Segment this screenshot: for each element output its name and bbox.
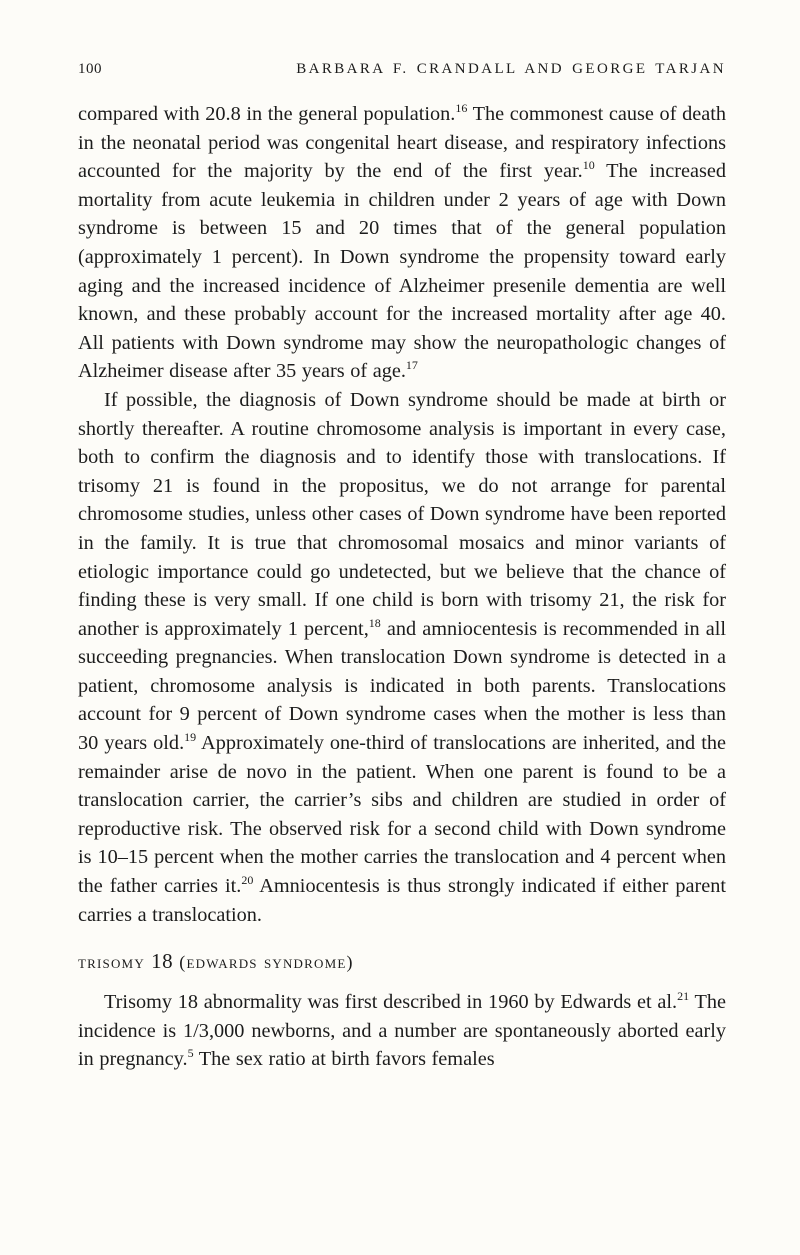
text-run: The incidence is 1/3,000 newborns, and a number are spontaneously aborted early in pregnancy. [78, 991, 726, 1071]
text-run: Approximately one-third of translocations are inherited, and the remainder arise de novo in the patient. When one parent is found to be a translocation carrier, the carrier’s sibs and children are studied in order of reproductive risk. The observed risk for a second child with Down syndrome is 10–15 percent when the mother carries the translocation and 4 percent when the father carries it. [78, 732, 726, 898]
text-run: and amniocentesis is recommended in all succeeding pregnancies. When translocation Down syndrome is detected in a patient, chromosome analysis is indicated in both parents. Translocations account for 9 percent of Down syndrome cases when the mother is less than 30 years old. [78, 617, 726, 755]
text-run: If possible, the diagnosis of Down syndrome should be made at birth or shortly thereafter. A routine chromosome analysis is important in every case, both to confirm the diagnosis and to identify those with translocations. If trisomy 21 is found in the propositus, we do not arrange for parental chromosome studies, unless other cases of Down syndrome have been reported in the family. It is true that chromosomal mosaics and minor variants of etiologic importance could go undetected, but we believe that the chance of finding these is very small. If one child is born with trisomy 21, the risk for another is approximately 1 percent, [78, 388, 726, 640]
text-run: Amniocentesis is thus strongly indicated if either parent carries a translocation. [78, 875, 727, 926]
text-run: The increased mortality from acute leukemia in children under 2 years of age with Down syndrome is between 15 and 20 times that of the general population (approximately 1 percent). In Down syndrome the propensity toward early aging and the increased incidence of Alzheimer presenile dementia are well known, and these probably account for the increased mortality after age 40. All patients with Down syndrome may show the neuropathologic changes of Alzheimer disease after 35 years of age. [78, 160, 726, 383]
citation-superscript: 10 [582, 158, 595, 173]
section-heading [78, 947, 726, 976]
section-heading-number: 18 [151, 949, 174, 974]
section-heading-text: trisomy [78, 952, 152, 973]
running-head [78, 58, 726, 80]
citation-superscript: 18 [368, 615, 381, 630]
text-run: Trisomy 18 abnormality was first described in 1960 by Edwards et al. [104, 991, 678, 1014]
citation-superscript: 20 [241, 873, 254, 888]
text-run: The commonest cause of death in the neonatal period was congenital heart disease, and respiratory infections accounted for the majority by the end of the first year. [78, 103, 726, 183]
section-heading-subtitle: (edwards syndrome) [173, 952, 354, 973]
citation-superscript: 21 [677, 989, 690, 1004]
citation-superscript: 19 [184, 730, 197, 745]
paragraph-mortality [78, 100, 726, 386]
paragraph-diagnosis [78, 386, 726, 929]
paragraph-trisomy-18 [78, 988, 726, 1074]
running-title: BARBARA F. CRANDALL AND GEORGE TARJAN [296, 61, 726, 77]
citation-superscript: 17 [405, 358, 418, 373]
text-run: compared with 20.8 in the general population. [78, 103, 456, 125]
text-run: The sex ratio at birth favors females [193, 1048, 495, 1071]
book-page [78, 58, 726, 1074]
citation-superscript: 16 [455, 101, 468, 115]
page-number: 100 [78, 61, 102, 77]
citation-superscript: 5 [187, 1046, 194, 1061]
body-text [78, 100, 726, 1074]
